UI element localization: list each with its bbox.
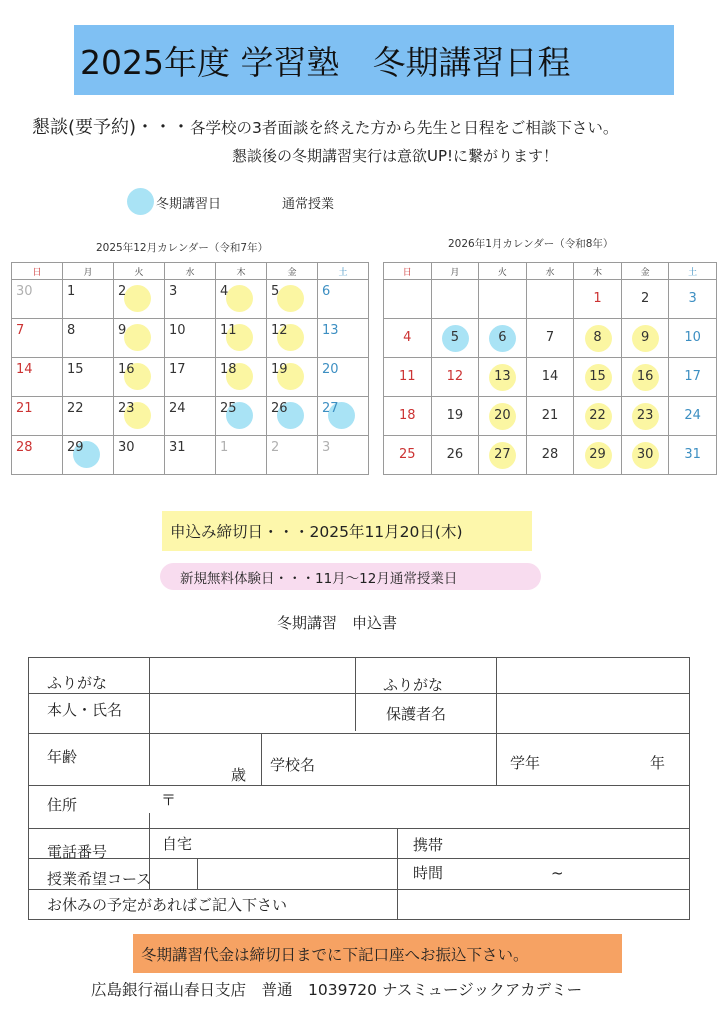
calendar-day-cell xyxy=(384,358,432,397)
calendar-day-number: 18 xyxy=(220,362,237,377)
calendar-day-number: 31 xyxy=(684,447,701,462)
calendar-day-number: 2 xyxy=(271,440,280,455)
payment-note: 冬期講習代金は締切日までに下記口座へお振込下さい。 xyxy=(141,945,529,964)
calendar-day-number: 17 xyxy=(169,362,186,377)
guardian-name-field[interactable] xyxy=(497,694,690,733)
weekday-wed: 水 xyxy=(526,263,574,280)
calendar-day-number: 26 xyxy=(446,447,464,462)
calendar-day-number: 2 xyxy=(118,284,127,299)
weekday-fri: 金 xyxy=(621,263,669,280)
calendar-day-number: 3 xyxy=(169,284,178,299)
calendar-day-cell xyxy=(216,319,267,358)
grade-label: 学年 xyxy=(510,754,541,772)
calendar-day-cell xyxy=(63,319,114,358)
calendar-day-cell xyxy=(526,319,574,358)
calendar-day-number xyxy=(384,280,431,291)
calendar-day-cell xyxy=(479,397,527,436)
calendar-week-row xyxy=(384,280,717,319)
calendar-day-number: 19 xyxy=(446,408,464,423)
age-field[interactable] xyxy=(150,734,230,785)
calendar-day-cell xyxy=(526,397,574,436)
calendar-day-cell xyxy=(216,358,267,397)
calendar-day-cell xyxy=(114,280,165,319)
calendar-day-number: 10 xyxy=(684,330,701,345)
calendar-day-number: 1 xyxy=(593,291,602,306)
calendar-day-number: 24 xyxy=(169,401,186,416)
calendar-day-cell xyxy=(526,280,574,319)
calendar-day-number: 7 xyxy=(545,330,555,345)
calendar-day-cell xyxy=(621,358,669,397)
calendar-day-number: 23 xyxy=(118,401,135,416)
calendar-day-cell xyxy=(165,280,216,319)
calendar-week-row xyxy=(12,397,369,436)
consultation-note-lead: 懇談(要予約)・・・ xyxy=(32,117,191,138)
calendar-day-cell xyxy=(267,436,318,475)
calendar-day-number: 24 xyxy=(684,408,701,423)
form-title: 冬期講習 申込書 xyxy=(277,614,398,632)
calendar-day-number: 14 xyxy=(541,369,559,384)
absence-label: お休みの予定があればご記入下さい xyxy=(47,896,288,914)
calendar-week-row xyxy=(12,436,369,475)
calendar-day-cell xyxy=(526,436,574,475)
calendar-day-number: 6 xyxy=(322,284,331,299)
calendar-day-cell xyxy=(63,358,114,397)
calendar-day-cell xyxy=(12,397,63,436)
student-name-label: 本人・氏名 xyxy=(47,701,123,719)
calendar-day-cell xyxy=(621,397,669,436)
calendar-day-number: 1 xyxy=(67,284,76,299)
calendar-day-cell xyxy=(63,280,114,319)
calendar-day-number xyxy=(527,280,574,291)
calendar-day-cell xyxy=(384,319,432,358)
calendar-day-number: 30 xyxy=(118,440,135,455)
calendar-day-cell xyxy=(669,280,717,319)
calendar-week-row xyxy=(384,319,717,358)
calendar-day-number: 9 xyxy=(640,330,650,345)
grade-field[interactable] xyxy=(559,734,647,785)
calendar-week-row xyxy=(12,280,369,319)
calendar-day-number: 5 xyxy=(450,330,459,345)
calendar-day-number: 9 xyxy=(118,323,127,338)
bank-account-info: 広島銀行福山春日支店 普通 1039720 ナスミュージックアカデミー xyxy=(91,981,583,999)
calendar-day-cell xyxy=(63,436,114,475)
calendar-day-number: 25 xyxy=(399,447,416,462)
calendar-day-cell xyxy=(114,397,165,436)
consultation-note-text: 各学校の3者面談を終えた方から先生と日程をご相談下さい。 xyxy=(190,119,619,137)
calendar-day-cell xyxy=(574,280,622,319)
calendar-day-number: 28 xyxy=(541,447,559,462)
calendar-day-number: 19 xyxy=(271,362,288,377)
absence-field[interactable] xyxy=(398,890,690,920)
calendar-day-cell xyxy=(574,358,622,397)
calendar-day-number: 20 xyxy=(322,362,339,377)
january-calendar-title: 2026年1月カレンダー（令和8年） xyxy=(448,238,614,250)
calendar-day-number xyxy=(479,280,526,291)
weekday-tue: 火 xyxy=(114,263,165,280)
weekday-sun: 日 xyxy=(384,263,432,280)
calendar-day-cell xyxy=(114,319,165,358)
calendar-day-cell xyxy=(216,436,267,475)
weekday-thu: 木 xyxy=(574,263,622,280)
weekday-header-row xyxy=(12,263,369,280)
calendar-day-cell xyxy=(216,397,267,436)
guardian-name-label: 保護者名 xyxy=(386,705,447,723)
legend-winter-dot xyxy=(127,188,154,215)
legend-normal-label: 通常授業 xyxy=(282,197,335,212)
calendar-day-cell xyxy=(479,280,527,319)
weekday-fri: 金 xyxy=(267,263,318,280)
mobile-phone-field[interactable] xyxy=(459,829,690,858)
calendar-day-number: 16 xyxy=(118,362,135,377)
school-field[interactable] xyxy=(349,734,496,785)
calendar-day-cell xyxy=(318,280,369,319)
calendar-day-number: 6 xyxy=(498,330,507,345)
calendar-day-cell xyxy=(669,436,717,475)
calendar-day-cell xyxy=(526,358,574,397)
time-field[interactable] xyxy=(459,859,690,889)
calendar-day-number: 29 xyxy=(589,447,606,462)
calendar-day-number: 22 xyxy=(589,408,606,423)
postal-mark: 〒 xyxy=(161,791,177,809)
calendar-day-cell xyxy=(431,358,479,397)
calendar-day-cell xyxy=(431,436,479,475)
calendar-day-number: 17 xyxy=(684,369,701,384)
calendar-day-number: 22 xyxy=(67,401,84,416)
calendar-day-number: 20 xyxy=(494,408,511,423)
calendar-day-number: 5 xyxy=(271,284,280,299)
page-title: 2025年度 学習塾 冬期講習日程 xyxy=(80,42,571,82)
calendar-day-cell xyxy=(318,436,369,475)
december-calendar-title: 2025年12月カレンダー（令和7年） xyxy=(96,242,269,254)
calendar-day-cell xyxy=(267,319,318,358)
calendar-day-number: 25 xyxy=(220,401,237,416)
consultation-note xyxy=(32,113,618,139)
mobile-phone-label: 携帯 xyxy=(413,836,444,854)
calendar-day-number: 29 xyxy=(67,440,84,455)
calendar-day-cell xyxy=(479,319,527,358)
calendar-day-cell xyxy=(431,319,479,358)
calendar-day-number xyxy=(432,280,479,291)
calendar-day-number: 27 xyxy=(494,447,511,462)
phone-label: 電話番号 xyxy=(47,843,108,861)
calendar-day-cell xyxy=(318,397,369,436)
calendar-day-number: 23 xyxy=(636,408,654,423)
motivation-note: 懇談後の冬期講習実行は意欲UP!に繋がります！ xyxy=(232,147,559,165)
calendar-day-cell xyxy=(574,319,622,358)
calendar-day-number: 11 xyxy=(399,369,416,384)
weekday-header-row xyxy=(384,263,717,280)
calendar-day-number: 18 xyxy=(399,408,416,423)
calendar-day-number: 14 xyxy=(16,362,33,377)
calendar-day-cell xyxy=(114,436,165,475)
student-name-field[interactable] xyxy=(150,694,355,733)
december-calendar xyxy=(11,262,369,475)
calendar-day-cell xyxy=(621,280,669,319)
calendar-day-cell xyxy=(12,436,63,475)
trial-banner xyxy=(160,563,541,590)
calendar-day-number: 7 xyxy=(16,323,25,338)
course-field[interactable] xyxy=(198,859,397,889)
calendar-day-cell xyxy=(165,397,216,436)
school-label: 学校名 xyxy=(270,756,316,774)
calendar-day-number: 12 xyxy=(271,323,288,338)
calendar-week-row xyxy=(12,319,369,358)
form-divider xyxy=(261,733,262,785)
course-label: 授業希望コース xyxy=(47,870,152,888)
calendar-day-number: 26 xyxy=(271,401,288,416)
calendar-day-number: 3 xyxy=(688,291,697,306)
weekday-mon: 月 xyxy=(63,263,114,280)
home-phone-label: 自宅 xyxy=(162,835,193,853)
calendar-day-number: 21 xyxy=(541,408,559,423)
calendar-day-number: 15 xyxy=(67,362,84,377)
calendar-week-row xyxy=(384,436,717,475)
trial-text: 新規無料体験日・・・11月～12月通常授業日 xyxy=(180,570,458,587)
calendar-day-cell xyxy=(384,397,432,436)
calendar-day-cell xyxy=(621,436,669,475)
calendar-week-row xyxy=(384,358,717,397)
calendar-day-number: 16 xyxy=(636,369,654,384)
calendar-day-cell xyxy=(216,280,267,319)
calendar-day-number: 30 xyxy=(636,447,654,462)
calendar-day-cell xyxy=(479,436,527,475)
address-field[interactable] xyxy=(181,786,690,828)
student-furigana-field[interactable] xyxy=(150,658,355,693)
calendar-day-number: 4 xyxy=(220,284,229,299)
application-form xyxy=(28,657,690,920)
weekday-thu: 木 xyxy=(216,263,267,280)
calendar-day-number: 12 xyxy=(446,369,464,384)
calendar-day-number: 28 xyxy=(16,440,33,455)
calendar-day-cell xyxy=(431,397,479,436)
calendar-day-cell xyxy=(63,397,114,436)
weekday-sat: 土 xyxy=(669,263,717,280)
calendar-day-cell xyxy=(267,358,318,397)
age-unit: 歳 xyxy=(231,766,247,784)
payment-banner xyxy=(133,934,622,973)
calendar-day-number: 10 xyxy=(169,323,186,338)
calendar-day-number: 27 xyxy=(322,401,339,416)
deadline-banner xyxy=(162,511,532,551)
calendar-day-number: 8 xyxy=(67,323,76,338)
calendar-day-number: 8 xyxy=(593,330,602,345)
weekday-sun: 日 xyxy=(12,263,63,280)
guardian-furigana-label: ふりがな xyxy=(383,676,444,694)
weekday-mon: 月 xyxy=(431,263,479,280)
calendar-day-cell xyxy=(267,280,318,319)
calendar-day-cell xyxy=(431,280,479,319)
calendar-day-number: 13 xyxy=(322,323,339,338)
time-label: 時間 xyxy=(413,864,444,882)
calendar-day-number: 1 xyxy=(220,440,229,455)
calendar-day-number: 2 xyxy=(640,291,650,306)
grade-unit: 年 xyxy=(650,754,666,772)
calendar-day-cell xyxy=(12,358,63,397)
form-divider xyxy=(355,658,356,731)
calendar-day-number: 31 xyxy=(169,440,186,455)
calendar-day-cell xyxy=(384,280,432,319)
weekday-wed: 水 xyxy=(165,263,216,280)
calendar-day-cell xyxy=(165,436,216,475)
calendar-day-cell xyxy=(12,319,63,358)
calendar-day-cell xyxy=(479,358,527,397)
guardian-furigana-field[interactable] xyxy=(497,658,690,693)
calendar-day-cell xyxy=(12,280,63,319)
calendar-week-row xyxy=(12,358,369,397)
title-banner xyxy=(74,25,674,95)
calendar-day-number: 21 xyxy=(16,401,33,416)
calendar-day-number: 11 xyxy=(220,323,237,338)
legend-winter-label: 冬期講習日 xyxy=(156,197,222,212)
calendar-day-cell xyxy=(318,319,369,358)
deadline-text: 申込み締切日・・・2025年11月20日(木) xyxy=(170,523,463,541)
calendar-day-cell xyxy=(574,397,622,436)
weekday-sat: 土 xyxy=(318,263,369,280)
calendar-day-cell xyxy=(574,436,622,475)
calendar-day-number: 4 xyxy=(403,330,412,345)
furigana-label: ふりがな xyxy=(47,674,108,692)
calendar-day-number: 3 xyxy=(322,440,331,455)
calendar-day-cell xyxy=(318,358,369,397)
weekday-tue: 火 xyxy=(479,263,527,280)
january-calendar xyxy=(383,262,717,475)
calendar-day-cell xyxy=(669,397,717,436)
calendar-day-cell xyxy=(114,358,165,397)
time-separator: ~ xyxy=(551,864,564,882)
calendar-day-number: 13 xyxy=(494,369,511,384)
calendar-week-row xyxy=(384,397,717,436)
calendar-day-cell xyxy=(165,319,216,358)
calendar-day-number: 15 xyxy=(589,369,606,384)
calendar-day-number: 30 xyxy=(16,284,33,299)
calendar-day-cell xyxy=(669,358,717,397)
calendar-day-cell xyxy=(621,319,669,358)
home-phone-field[interactable] xyxy=(204,829,397,858)
age-label: 年齢 xyxy=(47,748,78,766)
address-label: 住所 xyxy=(47,796,78,814)
calendar-day-cell xyxy=(267,397,318,436)
calendar-day-cell xyxy=(669,319,717,358)
calendar-day-cell xyxy=(165,358,216,397)
calendar-day-cell xyxy=(384,436,432,475)
